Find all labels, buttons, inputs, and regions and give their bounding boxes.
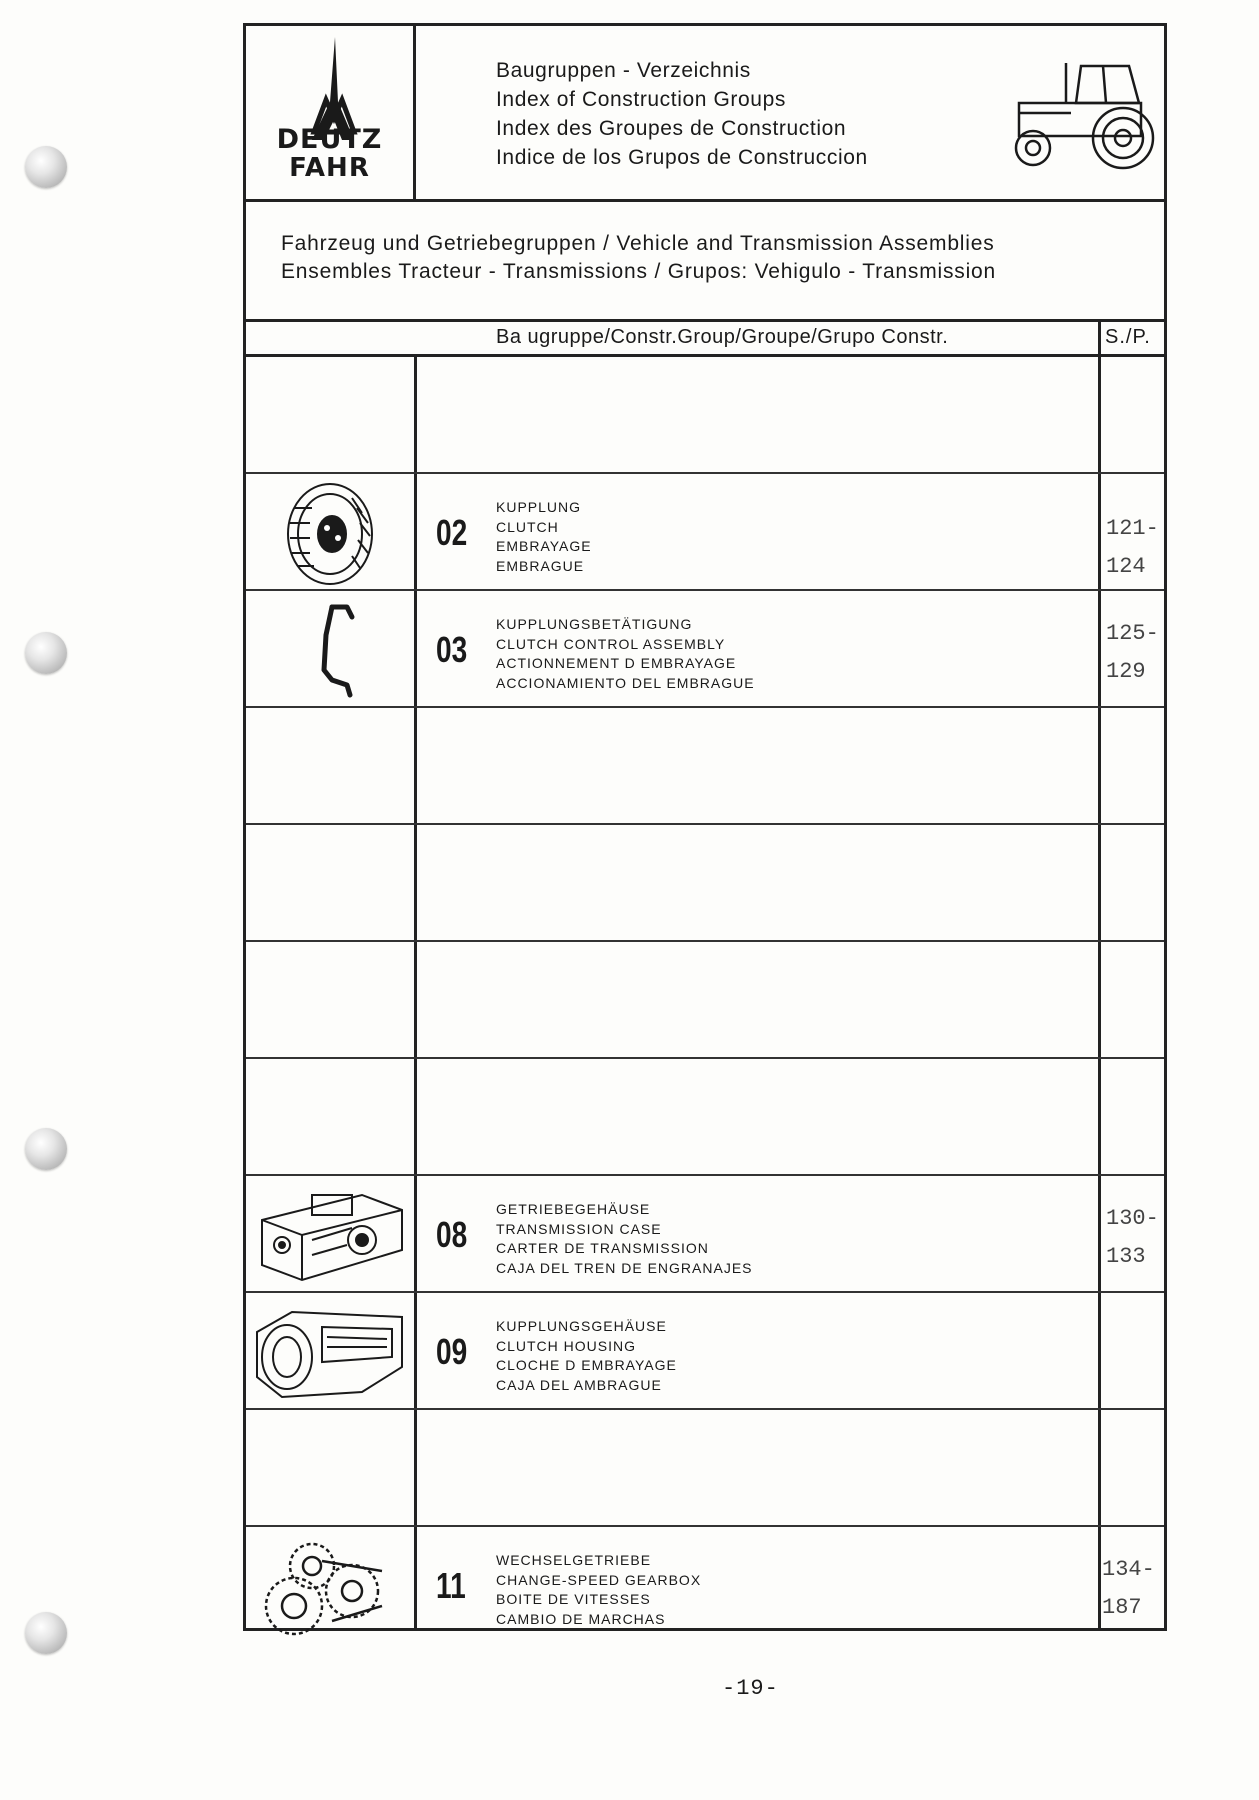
page-to: 124 <box>1106 554 1146 579</box>
subheader-line-2: Ensembles Tracteur - Transmissions / Grupos: Vehigulo - Transmission <box>281 260 996 283</box>
desc-fr: CARTER DE TRANSMISSION <box>496 1240 709 1256</box>
desc-de: WECHSELGETRIEBE <box>496 1552 652 1568</box>
group-description <box>496 1200 753 1278</box>
desc-fr: EMBRAYAGE <box>496 538 592 554</box>
page-from: 130- <box>1106 1206 1159 1231</box>
page-to: 129 <box>1106 659 1146 684</box>
desc-en: CLUTCH HOUSING <box>496 1337 637 1354</box>
desc-es: CAJA DEL TREN DE ENGRANAJES <box>496 1259 753 1276</box>
binder-hole <box>25 632 67 674</box>
desc-es: CAMBIO DE MARCHAS <box>496 1610 666 1627</box>
title-en: Index of Construction Groups <box>496 88 786 111</box>
assembly-subheader <box>246 202 1164 322</box>
table-row <box>246 1293 1164 1410</box>
gearbox-icon <box>252 1531 402 1641</box>
table-row <box>246 357 1164 474</box>
table-row <box>246 708 1164 825</box>
desc-de: KUPPLUNG <box>496 499 582 515</box>
table-row <box>246 825 1164 942</box>
binder-hole <box>25 1612 67 1654</box>
desc-en: CLUTCH <box>496 518 559 535</box>
desc-en: CHANGE-SPEED GEARBOX <box>496 1571 702 1588</box>
page-from: 125- <box>1106 621 1159 646</box>
group-description <box>496 1551 701 1629</box>
group-description <box>496 1317 677 1395</box>
desc-en: TRANSMISSION CASE <box>496 1220 662 1237</box>
index-sheet <box>243 23 1167 1631</box>
group-description <box>496 498 592 576</box>
page-from: 121- <box>1106 516 1159 541</box>
desc-fr: CLOCHE D EMBRAYAGE <box>496 1357 677 1373</box>
desc-de: KUPPLUNGSGEHÄUSE <box>496 1318 667 1334</box>
desc-en: CLUTCH CONTROL ASSEMBLY <box>496 635 726 652</box>
clutch-lever-icon <box>252 595 402 705</box>
deutz-fahr-logo <box>246 26 416 199</box>
header-titles <box>496 56 868 172</box>
desc-fr: BOITE DE VITESSES <box>496 1591 651 1607</box>
table-row <box>246 1176 1164 1293</box>
table-row <box>246 474 1164 591</box>
group-number: 08 <box>436 1214 468 1255</box>
title-es: Indice de los Grupos de Construccion <box>496 146 868 169</box>
group-number: 02 <box>436 512 468 553</box>
group-number: 03 <box>436 629 468 670</box>
group-number: 09 <box>436 1331 468 1372</box>
page-from: 134- <box>1102 1557 1155 1582</box>
table-row <box>246 942 1164 1059</box>
table-row <box>246 591 1164 708</box>
column-page-label: S./P. <box>1098 322 1170 354</box>
table-row <box>246 1527 1164 1644</box>
tractor-icon <box>1011 58 1161 173</box>
desc-es: CAJA DEL AMBRAGUE <box>496 1376 662 1393</box>
binder-hole <box>25 1128 67 1170</box>
desc-fr: ACTIONNEMENT D EMBRAYAGE <box>496 655 737 671</box>
page-to: 187 <box>1102 1595 1142 1620</box>
group-table <box>246 357 1164 1628</box>
sheet-header <box>246 26 1164 202</box>
column-header <box>246 322 1164 357</box>
logo-text-fahr: FAHR <box>289 153 370 183</box>
clutch-housing-icon <box>252 1297 410 1407</box>
page-number: -19- <box>722 1676 779 1701</box>
transmission-case-icon <box>252 1180 410 1290</box>
title-de: Baugruppen - Verzeichnis <box>496 59 751 82</box>
logo-text-deutz: DEUTZ <box>276 124 383 155</box>
table-row <box>246 1410 1164 1527</box>
subheader-line-1: Fahrzeug und Getriebegruppen / Vehicle and Transmission Assemblies <box>281 232 995 255</box>
clutch-icon <box>252 478 402 588</box>
title-fr: Index des Groupes de Construction <box>496 117 847 140</box>
group-number: 11 <box>436 1565 466 1606</box>
table-row <box>246 1059 1164 1176</box>
desc-de: KUPPLUNGSBETÄTIGUNG <box>496 616 693 632</box>
group-description <box>496 615 755 693</box>
binder-hole <box>25 146 67 188</box>
desc-es: ACCIONAMIENTO DEL EMBRAGUE <box>496 674 755 691</box>
column-group-label: Ba ugruppe/Constr.Group/Groupe/Grupo Constr. <box>496 326 949 348</box>
page-to: 133 <box>1106 1244 1146 1269</box>
desc-es: EMBRAGUE <box>496 557 585 574</box>
desc-de: GETRIEBEGEHÄUSE <box>496 1201 651 1217</box>
